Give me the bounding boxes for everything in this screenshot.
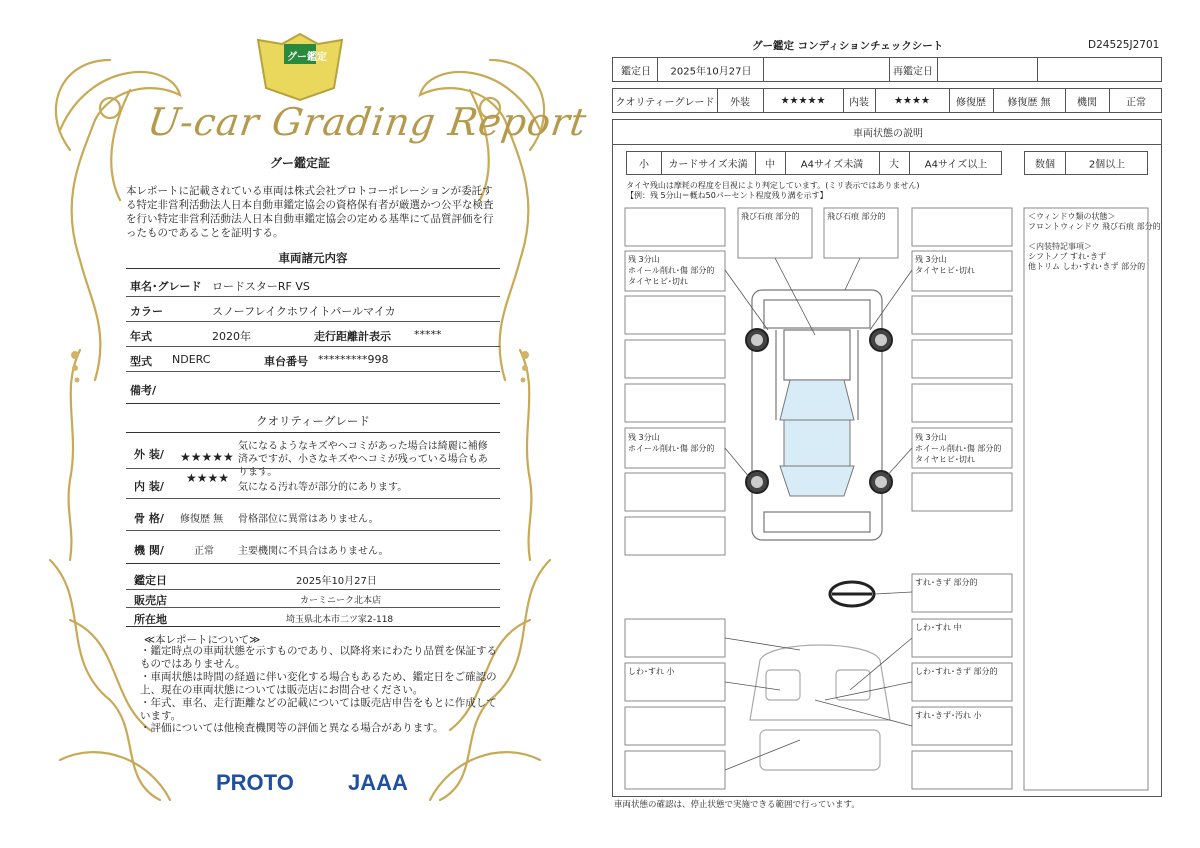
certificate-title: グー鑑定証: [269, 156, 330, 170]
tire-rr-line: タイヤヒビ･切れ: [915, 455, 975, 464]
script-title: U-car Grading Report: [144, 100, 590, 144]
quality-label: クオリティーグレード: [615, 97, 715, 109]
dealer-value: カーミニーク北本店: [300, 596, 382, 606]
remarks-label: 備考/: [130, 384, 157, 397]
engine-value: 正常: [194, 546, 214, 557]
tire-rl-line: ホイール削れ･傷 部分的: [628, 444, 715, 453]
certificate-intro: 本レポートに記載されている車両は株式会社プロトコーポレーションが委託する特定非営利活動法人日本自動車鑑定協会の資格保有者が厳選かつ公平な検査を行い特定非営利活動法人日本自動車鑑定協会の定める基準にて品質評価を行ったものであることを証明する。: [126, 185, 494, 239]
count-desc: 2個以上: [1088, 159, 1126, 171]
frame-label: 骨 格/: [134, 512, 164, 525]
side-note-line: フロントウィンドウ 飛び石痕 部分的: [1028, 222, 1161, 231]
color-label: カラー: [130, 305, 163, 318]
divider: [126, 371, 500, 372]
reappraisal-label: 再鑑定日: [893, 66, 933, 78]
badge-text: グー鑑定: [287, 52, 327, 63]
proto-logo: PROTO: [216, 770, 294, 795]
divider: [126, 268, 500, 269]
divider: [126, 530, 500, 531]
engine-label: 機関: [1077, 97, 1097, 109]
divider: [126, 403, 500, 404]
notes-title: ≪本レポートについて≫: [144, 634, 261, 646]
tire-fr-line: 残 3分山: [915, 255, 947, 264]
jaaa-logo: JAAA: [348, 770, 408, 795]
quality-section-title: クオリティーグレード: [256, 414, 370, 428]
spec-section-title: 車両諸元内容: [278, 251, 348, 265]
frame-value: 修復歴 無: [180, 514, 224, 525]
size-large: 大: [889, 159, 899, 171]
size-small: 小: [639, 159, 649, 171]
engine-label: 機 関/: [134, 544, 164, 557]
tire-note-1: タイヤ残山は摩耗の程度を目視により判定しています。(ミリ表示ではありません): [626, 181, 920, 190]
divider: [126, 346, 500, 347]
tire-fl-line: 残 3分山: [628, 255, 660, 264]
year-value: 2020年: [212, 330, 251, 343]
note-item: ・鑑定時点の車両状態を示すものであり、以降将来にわたり品質を保証するものではありません。: [140, 645, 497, 670]
stone-chip-label: 飛び石痕 部分的: [741, 212, 800, 221]
note-item: ・年式、車名、走行距離などの記載については販売店申告をもとに作成しています。: [140, 697, 497, 722]
vehicle-diagram: [600, 0, 1200, 848]
model-label: 型式: [130, 355, 152, 368]
size-mid: 中: [765, 159, 775, 171]
interior-stars: ★★★★: [894, 95, 930, 107]
exterior-stars: ★★★★★: [180, 450, 234, 464]
interior-note: すれ･きず･汚れ 小: [915, 711, 982, 720]
date-value: 2025年10月27日: [670, 66, 752, 78]
tire-fr-line: タイヤヒビ･切れ: [915, 266, 975, 275]
divider: [126, 296, 500, 297]
divider: [126, 432, 500, 433]
condition-title: 車両状態の説明: [853, 128, 923, 140]
divider: [126, 589, 500, 590]
tire-note-2: 【例：残 5分山＝概ね50パーセント程度残り溝を示す】: [626, 191, 828, 200]
interior-stars: ★★★★: [186, 471, 230, 485]
sheet-title: グー鑑定 コンディションチェックシート: [752, 40, 944, 52]
location-label: 所在地: [134, 613, 167, 626]
date-value: 2025年10月27日: [296, 576, 377, 587]
chassis-label: 車台番号: [264, 355, 308, 368]
dealer-label: 販売店: [134, 594, 167, 607]
tire-fl-line: タイヤヒビ･切れ: [628, 277, 688, 286]
stone-chip-label: 飛び石痕 部分的: [827, 212, 886, 221]
steering-label: すれ･きず 部分的: [915, 578, 978, 587]
side-note-line: ＜内装特記事項＞: [1028, 242, 1092, 251]
odometer-label: 走行距離計表示: [314, 330, 391, 343]
interior-note: しわ･すれ 中: [915, 623, 962, 632]
divider: [126, 498, 500, 499]
size-small-desc: カードサイズ未満: [668, 159, 748, 171]
interior-note: しわ･すれ･きず 部分的: [915, 667, 998, 676]
repair-label: 修復歴: [956, 97, 986, 109]
divider: [126, 626, 500, 627]
condition-check-sheet: [600, 0, 1200, 848]
tire-fl-line: ホイール削れ･傷 部分的: [628, 266, 715, 275]
date-label: 鑑定日: [621, 66, 651, 78]
note-item: ・車両状態は時間の経過に伴い変化する場合もあるため、鑑定日をご確認の上、現在の車両状態については販売店にお問合せください。: [140, 671, 497, 696]
location-value: 埼玉県北本市二ツ家2-118: [286, 615, 394, 625]
divider: [126, 321, 500, 322]
exterior-stars: ★★★★★: [780, 95, 826, 107]
odometer-value: *****: [414, 328, 442, 341]
car-name-value: ロードスターRF VS: [212, 280, 310, 293]
sheet-footer: 車両状態の確認は、停止状態で実施できる範囲で行っています。: [614, 800, 860, 810]
exterior-label: 外装: [730, 97, 750, 109]
interior-note: しわ･すれ 小: [628, 667, 675, 676]
divider: [126, 607, 500, 608]
engine-value: 正常: [1126, 97, 1146, 109]
size-large-desc: A4サイズ以上: [924, 159, 988, 171]
divider: [126, 468, 500, 469]
side-note-line: ＜ウィンドウ類の状態＞: [1028, 212, 1116, 221]
car-name-label: 車名･グレード: [130, 280, 202, 293]
tire-rr-line: 残 3分山: [915, 433, 947, 442]
divider: [126, 563, 500, 564]
interior-desc: 気になる汚れ等が部分的にあります。: [238, 482, 408, 493]
frame-desc: 骨格部位に異常はありません。: [238, 514, 379, 525]
side-note-line: 他トリム しわ･すれ･きず 部分的: [1028, 262, 1146, 271]
exterior-label: 外 装/: [134, 448, 164, 461]
engine-desc: 主要機関に不具合はありません。: [238, 546, 389, 557]
date-label: 鑑定日: [134, 574, 167, 587]
exterior-desc: 気になるようなキズやヘコミがあった場合は綺麗に補修済みですが、小さなキズやヘコミが残っている場合もあります。: [238, 441, 488, 478]
chassis-value: *********998: [318, 353, 389, 366]
size-mid-desc: A4サイズ未満: [800, 159, 864, 171]
color-value: スノーフレイクホワイトパールマイカ: [212, 305, 396, 318]
goo-appraisal-badge: [258, 34, 342, 100]
count-label: 数個: [1035, 159, 1055, 171]
year-label: 年式: [130, 330, 152, 343]
note-item: ・評価については他検査機関等の評価と異なる場合があります。: [140, 722, 444, 734]
side-note-line: シフトノブ すれ･きず: [1028, 252, 1107, 261]
repair-value: 修復歴 無: [1007, 97, 1051, 109]
model-value: NDERC: [172, 353, 211, 366]
doc-id: D24525J2701: [1088, 39, 1160, 51]
interior-label: 内装: [849, 97, 869, 109]
tire-rl-line: 残 3分山: [628, 433, 660, 442]
interior-label: 内 装/: [134, 480, 164, 493]
tire-rr-line: ホイール削れ･傷 部分的: [915, 444, 1002, 453]
